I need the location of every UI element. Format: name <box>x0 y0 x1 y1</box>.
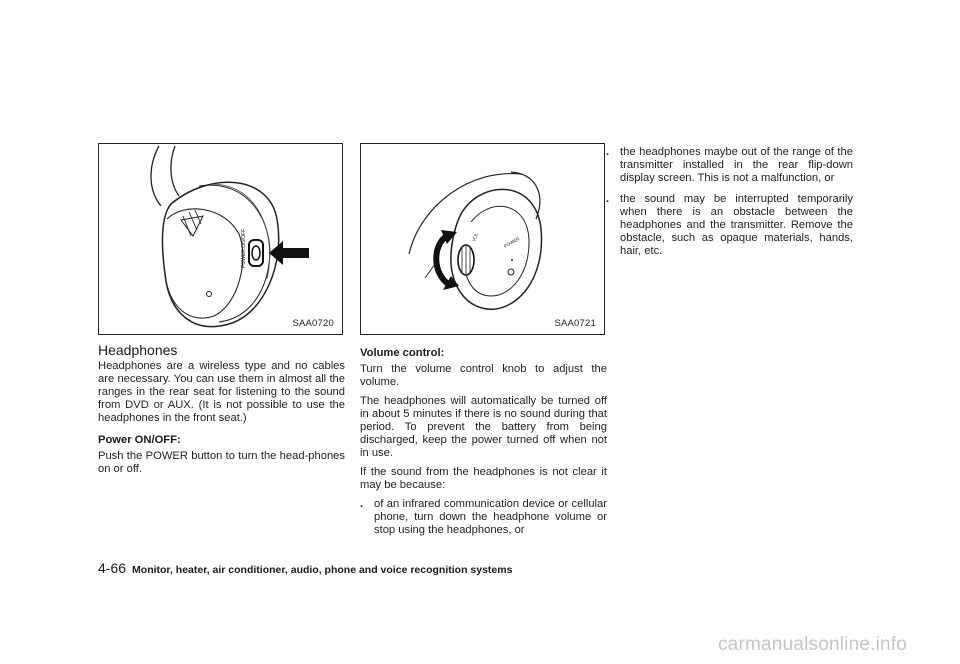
power-heading: Power ON/OFF: <box>98 434 181 446</box>
bullet-mark: . <box>360 498 364 510</box>
bullet-text: the sound may be interrupted temporarily when there is an obstacle between the headphones and the transmitter. Remove the obstacle, such as opaque materials, hands, hair, etc. <box>620 193 853 257</box>
bullet-mark: . <box>606 146 610 158</box>
power-label: POWER <box>503 236 521 249</box>
headphone-side-drawing <box>99 144 344 336</box>
chapter-title: Monitor, heater, air conditioner, audio, phone and voice recognition systems <box>132 564 513 576</box>
figure-code: SAA0721 <box>554 318 596 329</box>
headphone-volume-illustration <box>360 143 605 335</box>
figure-code: SAA0720 <box>292 318 334 329</box>
headphone-power-illustration <box>98 143 343 335</box>
column-1 <box>98 143 345 482</box>
vol-label: VOL <box>471 232 480 243</box>
bullet-item <box>360 498 607 537</box>
auto-off-paragraph: The headphones will automatically be turned off in about 5 minutes if there is no sound during that period. To prevent the battery from being discharged, keep the power turned off when not in use. <box>360 395 607 459</box>
bullet-text: the headphones maybe out of the range of the transmitter installed in the rear flip-down display screen. This is not a malfunction, or <box>620 146 853 184</box>
section-title: Headphones <box>98 342 178 358</box>
page-footer <box>98 560 512 576</box>
watermark: carmanualsonline.info <box>718 634 908 655</box>
svg-text:POWER ON/OFF: POWER ON/OFF <box>241 228 247 268</box>
page-number: 4-66 <box>98 560 127 576</box>
volume-heading: Volume control: <box>360 347 445 359</box>
headphone-volume-drawing <box>361 144 606 336</box>
bullet-mark: . <box>606 193 610 205</box>
bullet-item <box>606 193 853 258</box>
power-paragraph: Push the POWER button to turn the head-phones on or off. <box>98 450 345 475</box>
bullet-text: of an infrared communication device or cellular phone, turn down the headphone volume or stop using the headphones, or <box>374 498 607 536</box>
column-3 <box>606 146 853 266</box>
intro-paragraph: Headphones are a wireless type and no cables are necessary. You can use them in almost all the ranges in the rear seat for listening to the sound from DVD or AUX. (It is not possible to use the headphones in the front seat.) <box>98 360 345 424</box>
bullet-item <box>606 146 853 185</box>
column-2 <box>360 143 607 545</box>
volume-paragraph: Turn the volume control knob to adjust the volume. <box>360 363 607 388</box>
not-clear-paragraph: If the sound from the headphones is not clear it may be because: <box>360 466 607 491</box>
